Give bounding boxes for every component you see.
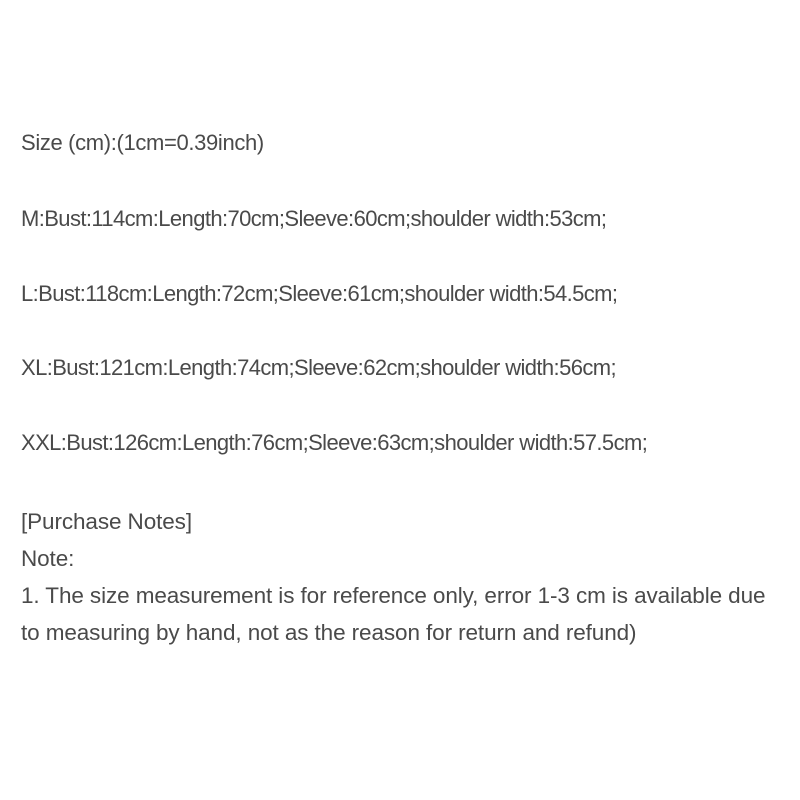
size-row-xxl: XXL:Bust:126cm:Length:76cm;Sleeve:63cm;shoulder width:57.5cm; (21, 430, 648, 455)
size-row-xl: XL:Bust:121cm:Length:74cm;Sleeve:62cm;shoulder width:56cm; (21, 355, 616, 380)
note-item: 1. The size measurement is for reference only, error 1-3 cm is available due to measuring by hand, not as the reason for return and refund) (21, 583, 766, 645)
size-row-m: M:Bust:114cm:Length:70cm;Sleeve:60cm;shoulder width:53cm; (21, 206, 607, 231)
size-heading: Size (cm):(1cm=0.39inch) (21, 130, 264, 155)
purchase-notes-heading: [Purchase Notes] (21, 509, 192, 534)
note-label: Note: (21, 546, 75, 571)
size-row-l: L:Bust:118cm:Length:72cm;Sleeve:61cm;shoulder width:54.5cm; (21, 281, 618, 306)
purchase-notes (21, 503, 781, 651)
